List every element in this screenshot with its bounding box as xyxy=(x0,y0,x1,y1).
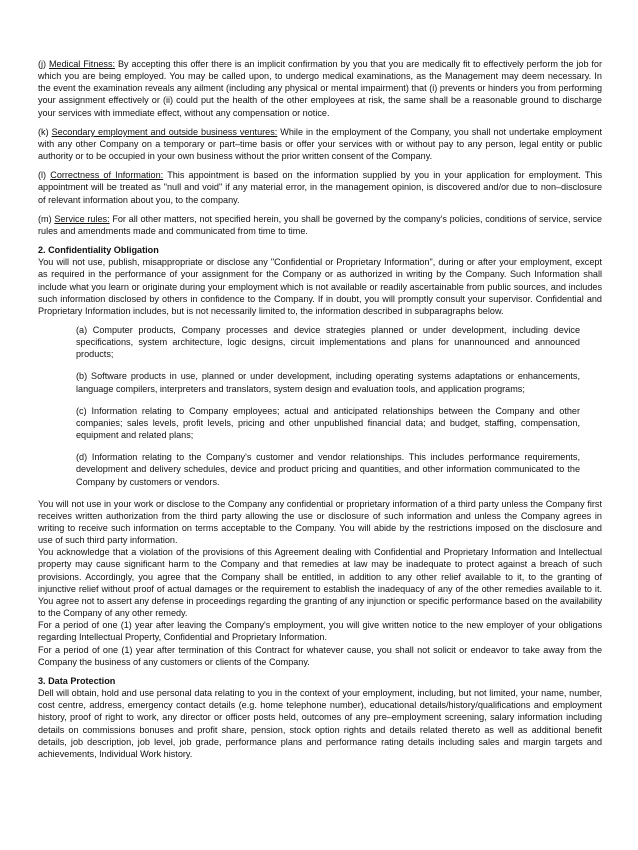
clause-m xyxy=(38,213,602,237)
confidentiality-heading: 2. Confidentiality Obligation xyxy=(38,245,159,256)
subparagraph-b: (b) Software products in use, planned or under development, including operating systems adaptations or enhancements, language compilers, interpreters and translators, system design and evaluation tools, and application programs; xyxy=(76,371,580,394)
data-protection-heading: 3. Data Protection xyxy=(38,675,116,686)
clause-l-text: This appointment is based on the information supplied by you in your application for employment. This appointment will be treated as "null and void" if any material error, in the management opinion, is discovered and/or due to non–disclosure of relevant information about you, to the company. xyxy=(38,170,602,205)
clause-j xyxy=(38,58,602,119)
clause-m-label: (m) xyxy=(38,213,55,224)
subparagraph-a: (a) Computer products, Company processes and device strategies planned or under development, including device specifications, system architecture, logic designs, circuit implementations and plans for unannounced and announced products; xyxy=(76,324,580,360)
clause-l-title: Correctness of Information: xyxy=(50,170,164,181)
clause-m-title: Service rules: xyxy=(54,213,110,224)
remedies-paragraph: You acknowledge that a violation of the provisions of this Agreement dealing with Confidential and Proprietary Information and Intellectual property may cause significant harm to the Company and that remedies at law may be inadequate to protect against a breach of such provisions. Accordingly, you agree that the Company shall be entitled, in addition to any other relief available to it, to the granting of injunctive relief without proof of actual damages or the requirement to establish the inadequacy of any of the other remedies available to it. You agree not to assert any defense in proceedings regarding the granting of any injunction or specific performance based on the availability to the Company of any other remedy. xyxy=(38,547,602,619)
subparagraph-c: (c) Information relating to Company employees; actual and anticipated relationships between the Company and other companies; sales levels, profit levels, pricing and other unpublished financial data; and budget, staffing, compensation, equipment and related plans; xyxy=(76,405,580,441)
non-solicit-paragraph: For a period of one (1) year after termination of this Contract for whatever cause, you shall not solicit or endeavor to take away from the Company the business of any customers or clients of the Company. xyxy=(38,644,602,667)
data-protection-text: Dell will obtain, hold and use personal data relating to you in the context of your employment, including, but not limited, your name, number, cost centre, address, emergency contact details (e.g. home telephone number), educational details/history/qualifications and employment history, proof of right to work, any director or officer posts held, outcomes of any pre–employment screening, salary information including details on commissions bonuses and profit share, pension, stock option rights and details related thereto as well as additional benefit details, job description, job level, job grade, performance plans and performance rating details including sales and margin targets and achievements, Individual Work history. xyxy=(38,688,602,759)
confidentiality-intro: You will not use, publish, misappropriate or disclose any "Confidential or Proprietary Information", during or after your employment, except as required in the performance of your assignment for the Company or as authorized in writing by the Company. Such Information shall include what you learn or originate during your employment which is not available or readily ascertainable from public sources, and includes such information disclosed by others in confidence to the Company. If in doubt, you will promptly consult your supervisor. Confidential and Proprietary Information includes, but is not necessarily limited to, the information described in subparagraphs below. xyxy=(38,257,602,316)
clause-k-text: While in the employment of the Company, you shall not undertake employment with any other Company on a temporary or part–time basis or offer your services with or without pay to any person, legal entity or public authority or to be occupied in your own business without the prior written consent of the Company. xyxy=(38,126,603,162)
third-party-paragraph: You will not use in your work or disclose to the Company any confidential or proprietary information of a third party unless the Company first receives written authorization from the third party allowing the use or disclosure of such information and unless the Company agrees in writing to receive such information on terms acceptable to the Company. You will abide by the restrictions imposed on the disclosure and use of such third party information. xyxy=(38,498,602,546)
clause-j-text: By accepting this offer there is an implicit confirmation by you that you are medically fit to effectively perform the job for which you are being employed. You may be called upon, to undergo medical examinations, as the Management may deem necessary. In the event the examination reveals any ailment (including any physical or mental impairment) that (i) prevents or hinders you from performing your assignment effectively or (ii) could put the health of the other employees at risk, the same shall be a reasonable ground to discharge your services with immediate effect, without any compensation or notice. xyxy=(38,59,603,118)
clause-k xyxy=(38,126,602,162)
clause-l xyxy=(38,169,602,205)
confidentiality-subparagraphs xyxy=(76,324,580,488)
clause-k-title: Secondary employment and outside business ventures: xyxy=(51,126,278,137)
clause-j-title: Medical Fitness: xyxy=(48,59,116,69)
clause-j-label: (j) xyxy=(38,59,49,69)
subparagraph-d: (d) Information relating to the Company's customer and vendor relationships. This includes performance requirements, development and delivery schedules, device and product pricing and quantities, and other information communicated to the Company by customers or vendors. xyxy=(76,452,580,487)
clause-m-text: For all other matters, not specified herein, you shall be governed by the company's policies, conditions of service, service rules and amendments made and communicated from time to time. xyxy=(38,213,602,236)
clause-l-label: (l) xyxy=(38,170,51,181)
clause-k-label: (k) xyxy=(38,126,52,137)
notice-paragraph: For a period of one (1) year after leaving the Company's employment, you will give written notice to the new employer of your obligations regarding Intellectual Property, Confidential and Proprietary Information. xyxy=(38,620,602,643)
